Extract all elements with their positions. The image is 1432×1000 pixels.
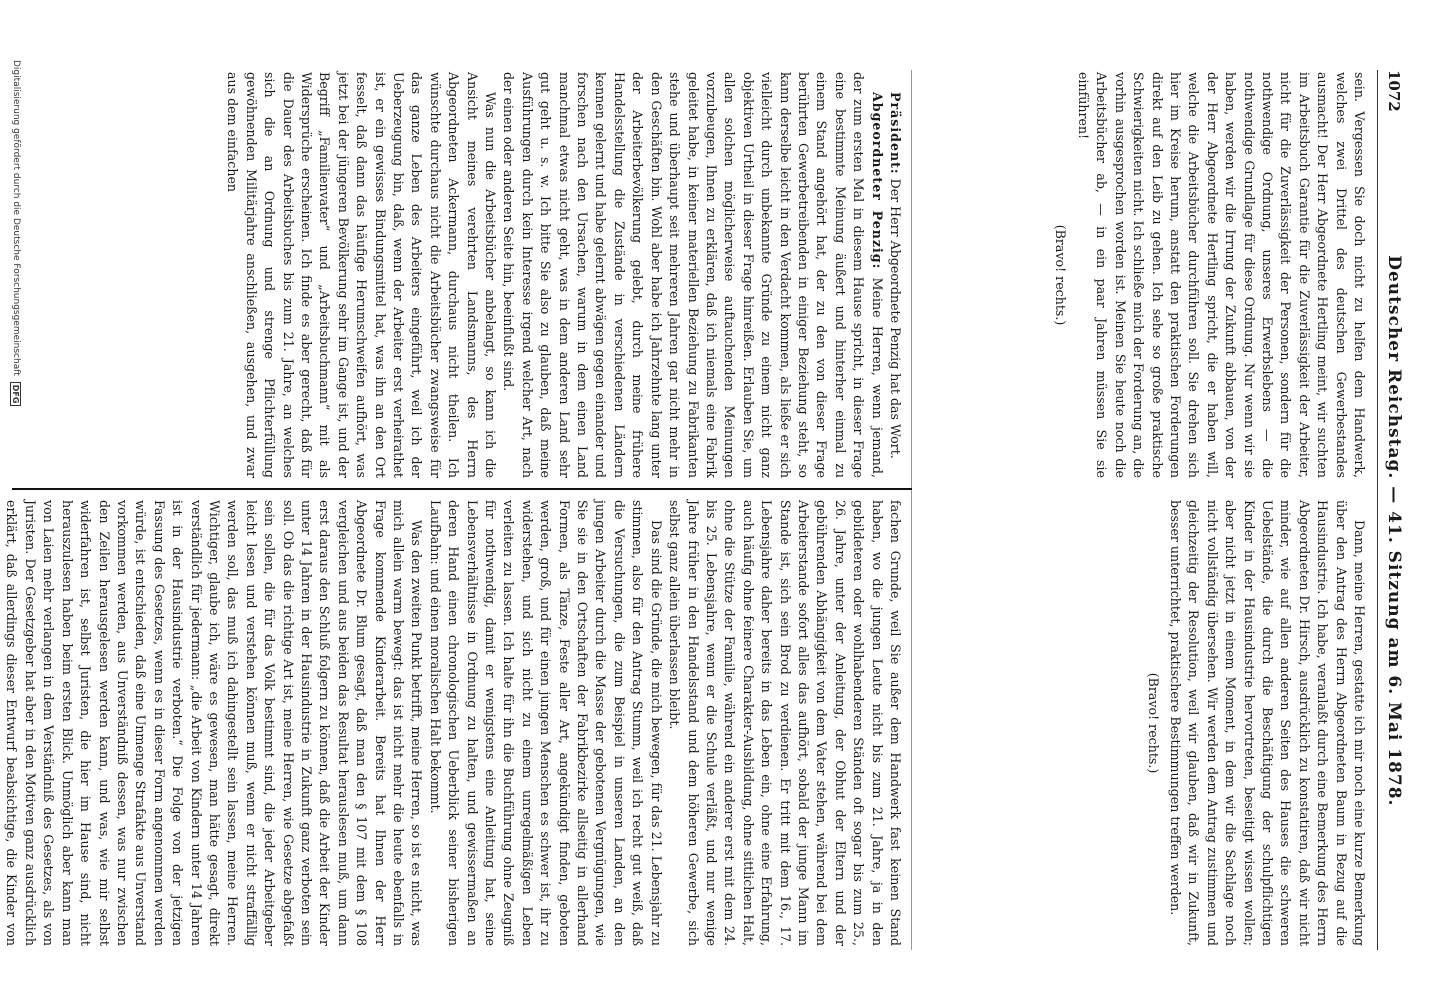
page-number: 1072 — [1385, 70, 1403, 112]
speaker-intro-text: Der Herr Abgeordnete Penzig hat das Wort. — [888, 178, 903, 459]
digitization-footer — [8, 60, 24, 960]
speaker-name: Abgeordneter Penzig: — [869, 92, 885, 270]
paragraph: Dann, meine Herren, gestatte ich mir noch eine kurze Bemerkung über den Antrag des Herrn Abgeordneten Baum in Bezug auf die Hausindustrie. Ich habe, veranlaßt durch eine Bemerkung des Herrn Abgeordneten Dr. Hirsch, ausdrücklich zu konstatiren, daß wir nicht minder, wie auf allen anderen Seiten des Hauses die schweren Uebelstände, die durch die Beschäftigung der schulpflichtigen Kinder in der Hausindustrie hervortreten, beseitigt wissen wollen; aber nicht jetzt in einem Moment, in dem wir die Sachlage noch nicht vollständig übersehen. Wir werden dem Antrag zustimmen und gleichzeitig der Resolution, weil wir glauben, daß wir in Zukunft, besser unterrichtet, praktischere Bestimmungen treffen werden. — [1167, 500, 1367, 946]
applause-note: (Bravo! rechts.) — [1145, 672, 1161, 774]
column-top-left — [922, 72, 1368, 478]
paragraph: Das sind die Gründe, die mich bewegen, für das 21. Lebensjahr zu stimmen, also für den Antrag Stumm, weil ich recht gut weiß, daß die Versuchungen, die zum Beispiel in unseren Landen, an den jungen Arbeiter durch die Masse der gebotenen Vergnügungen, wie Sie sie in den Ortschaften der Fabrikbezirke allseitig in allerhand Formen, als Tänze, Feste aller Art, angekündigt finden, geboten werden, groß, und für einen jungen Menschen es schwer ist, ihr zu widerstehen, und sich nicht zu einem unregelmäßigen Leben verleiten zu lassen. Ich halte für ihn die Buchführung ohne Zeugniß für nothwendig, damit er wenigstens eine Anleitung hat, seine Lebensverhältnisse in Ordnung zu halten, und gewissermaßen an deren Hand einen chronologischen Ueberblick seiner bisherigen Laufbahn: und einen moralischen Halt bekommt. — [427, 500, 664, 946]
column-bottom-left — [24, 72, 904, 478]
paragraph: Was den zweiten Punkt betrifft, meine Herren, so ist es nicht, was mich allein warm bewegt: das ist nicht mehr die heute ebenfalls in Frage kommende Kinderarbeit. Bereits hat Ihnen der Herr Abgeordnete Dr. Blum gesagt, daß man den § 107 mit dem § 108 vergleichen und aus beiden das Resultat herauslesen muß, um dann erst daraus den Schluß folgern zu können, daß die Arbeit der Kinder unter 14 Jahren in der Hausindustrie in Zukunft ganz verboten sein soll. Ob das die richtige Art ist, meine Herren, wie Gesetze abgefaßt sein sollen, die für das Volk bestimmt sind, die jeder Arbeitgeber leicht lesen und verstehen können muß, wenn er nicht straffällig werden soll, das muß ich dahingestellt sein lassen, meine Herren. Wichtiger, glaube ich, wäre es gewesen, man hätte gesagt, direkt verständlich für jedermann: „die Arbeit von Kindern unter 14 Jahren ist in der Hausindustrie verboten.“ Die Folge von der jetzigen Fassung des Gesetzes, wenn es in dieser Form angenommen werden würde, ist entschieden, daß eine Unmenge Strafakte aus Unverstand vorkommen werden, aus Unverständniß dessen, was nur zwischen den Zeilen herausgelesen werden kann, und was, wie mir selbst widerfahren ist, selbst Juristen, die hier im Hause sind, nicht herauszulesen haben beim ersten Blick. Unmöglich aber kann man von Laien mehr verlangen in dem Verständniß des Gesetzes, als von Juristen. Der Gesetzgeber hat aber in den Motiven ganz ausdrücklich erklärt, daß allerdings dieser Entwurf beabsichtige, die Kinder von — [4, 500, 425, 946]
page-header — [1377, 70, 1404, 950]
speaker-name: Präsident: — [888, 92, 903, 175]
page-title: Deutscher Reichstag. — 41. Sitzung am 6. Mai 1878. — [1384, 255, 1404, 807]
horizontal-divider — [911, 70, 912, 950]
speech-text: Meine Herren, wenn jemand, der zum ersten Mal in diesem Hause spricht, in dieser Frage eine bestimmte Meinung äußert und hinterher einmal zu einem Stand angehört hat, der zu den von dieser Frage berührten Gewerbetreibenden in einiger Beziehung steht, so kann derselbe leicht in den Verdacht kommen, als ließe er sich vielleicht durch unbekannte Gründe zu einem nicht ganz objektiven Urtheil in dieser Frage hinreißen. Erlauben Sie, um allen solchen möglicherweise auftauchenden Meinungen vorzubeugen, Ihnen zu erklären, daß ich niemals eine Fabrik geleitet habe, in keiner materiellen Beziehung zu Fabrikanten stehe und überhaupt seit mehreren Jahren gar nicht mehr in den Geschäften bin. Wohl aber habe ich Jahrzehnte lang unter der Arbeiterbevölkerung gelebt, durch meine frühere Handelsstellung die Zustände in verschiedenen Ländern kennen gelernt und habe gelernt abwägen gegen einander und forschen nach den Ursachen, warum in dem einen Land manchmal etwas nicht geht, was in dem anderen Land sehr gut geht u. s. w. Ich bitte Sie also zu glauben, daß meine Ausführungen durch kein Interesse irgend welcher Art, nach der einen oder anderen Seite hin, beeinflußt sind. — [501, 72, 885, 478]
dfg-logo: DFG — [11, 382, 22, 407]
speech-paragraph — [499, 72, 886, 478]
paragraph: sein. Vergessen Sie doch nicht zu helfen dem Handwerk, welches zwei Drittel des deutschen Gewerbestandes ausmacht! Der Herr Abgeordnete Hertling meint, wir suchten im Arbeitsbuch Garantie für die Zuverlässigkeit der Arbeiter, nicht für die Zuverlässigkeit der Personen, sondern für die nothwendige Ordnung, unseres Erwerbslebens — die nothwendige Grundlage für diese Ordnung. Nur wenn wir sie haben, werden wir die Irrung der Zukunft abbauen, von der der Herr Abgeordnete Hertling spricht, die er haben will, welche die Arbeitsbücher durchführen soll. Sie drehen sich hier im Kreise herum, anstatt den praktischen Forderungen direkt auf den Leib zu gehen. Ich sehe so große praktische Schwierigkeiten nicht. Ich schließe mich der Forderung an, die vorhin ausgesprochen worden ist. Meinen Sie heute noch die Arbeitsbücher ab, — in ein paar Jahren müssen Sie sie einführen! — [1075, 72, 1367, 478]
paragraph: Was nun die Arbeitsbücher anbelangt, so kann ich die Ansicht meines verehrten Landsmanns, des Herrn Abgeordneten Ackermann, durchaus nicht theilen. Ich wünschte durchaus nicht die Arbeitsbücher zwangsweise für das ganze Leben des Arbeiters eingeführt, weil ich der Ueberzeugung bin, daß, wenn der Arbeiter erst verheirathet ist, er ein gewisses Bindungsmittel hat, was ihn an den Ort fesselt, daß dann das häufige Herumschweifen aufhört, was jetzt bei der jüngeren Bevölkerung sehr im Gange ist, und der Begriff „Familienvater“ und „Arbeitsbuchmann“ mit als Widersprüche erscheinen. Ich finde es aber gerecht, daß für die Dauer des Arbeitsbuches bis zum 21. Jahre, an welches sich die an Ordnung und strenge Pflichterfüllung gewöhnenden Militärjahre anschließen, ausgehen, und zwar aus dem einfachen — [225, 72, 499, 478]
column-divider — [12, 488, 912, 490]
column-bottom-right — [4, 500, 904, 946]
applause-note: (Bravo! rechts.) — [1053, 224, 1069, 326]
speaker-intro — [886, 72, 904, 478]
footer-text: Digitalisierung gefördert durch die Deutsche Forschungsgemeinschaft — [11, 60, 21, 376]
column-top-right — [922, 500, 1368, 946]
paragraph: fachen Grunde, weil Sie außer dem Handwerk fast keinen Stand haben, wo die jungen Leute nicht bis zum 21. Jahre, ja in den gebildeteren oder wohlhabenderen Ständen oft sogar bis zum 25., 26. Jahre, unter der Anleitung, der Obhut der Eltern und der gebührenden Abhängigkeit von dem Vater stehen, während bei dem Arbeiterstande sofort alles das aufhört, sobald der junge Mann im Stande ist, sich sein Brod zu verdienen. Er tritt mit dem 16., 17. Lebensjahre daher bereits in das Leben ein, ohne eine Erfahrung, auch häufig ohne feinere Charakter-Ausbildung, ohne sittlichen Halt, ohne die Stütze der Familie, während ein anderer erst mit dem 24. bis 25. Lebensjahre, wenn er die Schule verläßt, und nur wenige Jahre früher in den Handelsstand und dem höheren Gewerbe, sich selbst ganz allein überlassen bleibt. — [667, 500, 903, 946]
